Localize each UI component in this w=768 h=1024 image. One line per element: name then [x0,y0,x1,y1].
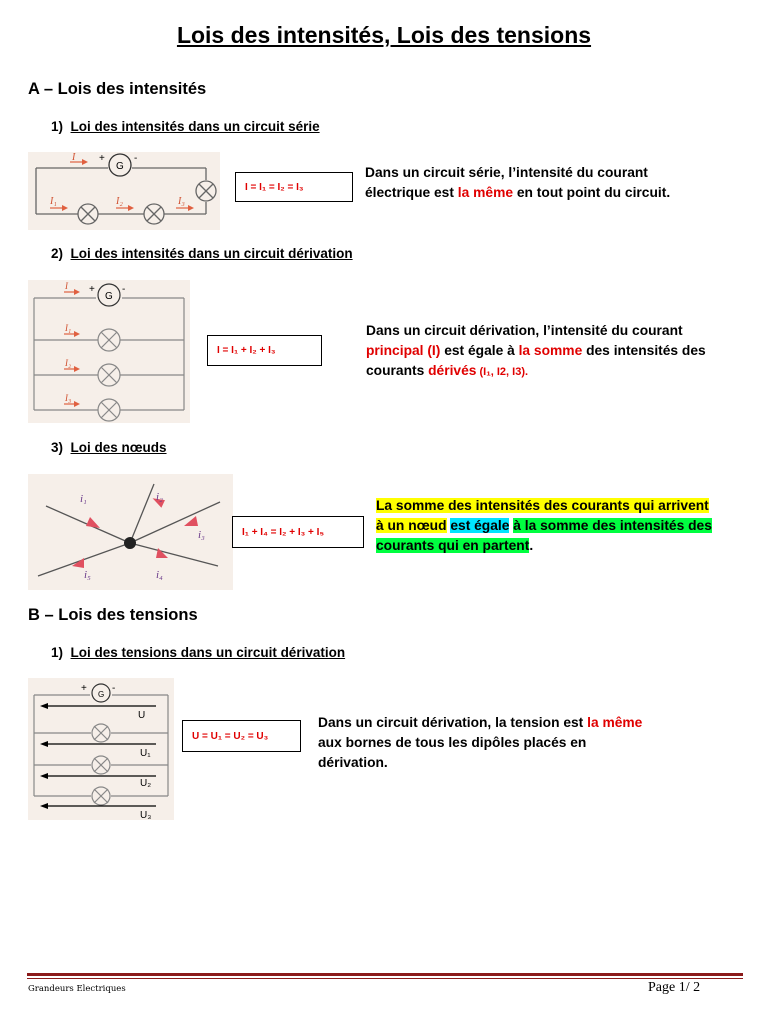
label-i3: I₃ [65,393,72,403]
formula-parallel-voltage: U = U₁ = U₂ = U₃ [182,720,301,752]
page-title: Lois des intensités, Lois des tensions [176,22,592,48]
section-a-heading: A – Lois des intensités [28,80,207,98]
minus-terminal: - [134,153,138,164]
label-i3: i₃ [198,529,205,541]
text-node-law: La somme des intensités des courants qui arrivent à un nœud est égale à la somme des intensités des courants qui en partent. [376,498,712,553]
label-i: I [72,152,76,163]
label-i5: i₅ [84,569,91,581]
label-i3: I₃ [178,196,185,207]
label-i2: I₂ [65,358,72,368]
footer-rule-thick [27,973,743,976]
label-i2: i₂ [156,491,163,503]
minus-terminal: - [122,284,126,295]
plus-terminal: + [89,284,95,295]
series-circuit-diagram [28,152,220,230]
generator-label: G [105,291,113,302]
subsection-a2-heading: 2) Loi des intensités dans un circuit dérivation [51,246,353,261]
plus-terminal: + [81,683,87,694]
subsection-b1-heading: 1) Loi des tensions dans un circuit dérivation [51,645,346,660]
text-parallel-voltage-law: Dans un circuit dérivation, la tension est la même aux bornes de tous les dipôles placés en dérivation. [318,715,643,770]
footer-page-number: Page 1/ 2 [648,980,701,995]
subsection-a3-heading: 3) Loi des nœuds [51,440,167,455]
label-i1: I₁ [65,323,72,333]
text-series-law: Dans un circuit série, l’intensité du courant électrique est la même en tout point du circuit. [365,165,671,200]
footer-document-name: Grandeurs Electriques [28,984,126,994]
formula-node-law: I₁ + I₄ = I₂ + I₃ + I₅ [232,516,364,548]
label-u1: U₁ [140,748,151,759]
label-i1: i₁ [80,493,87,505]
generator-label: G [98,690,105,699]
plus-terminal: + [99,153,105,164]
node-law-diagram [28,474,233,590]
label-i4: i₄ [156,569,163,581]
text-parallel-current-law: Dans un circuit dérivation, l’intensité du courant principal (I) est égale à la somme des intensités des courants dérivés (I₁, I2, I3). [366,323,706,378]
label-i: I [65,281,68,291]
label-u2: U₂ [140,778,152,789]
parallel-circuit-diagram [28,280,190,423]
generator-label: G [116,161,124,172]
label-i2: I₂ [116,196,123,207]
formula-parallel-current: I = I₁ + I₂ + I₃ [207,335,322,366]
minus-terminal: - [112,683,116,694]
label-i1: I₁ [50,196,57,207]
label-u: U [138,710,146,721]
label-u3: U₃ [140,810,152,820]
parallel-voltage-diagram [28,678,174,820]
formula-series: I = I₁ = I₂ = I₃ [235,172,353,202]
footer-rule-thin [27,978,743,979]
subsection-a1-heading: 1) Loi des intensités dans un circuit série [51,119,320,134]
section-b-heading: B – Lois des tensions [28,606,198,624]
